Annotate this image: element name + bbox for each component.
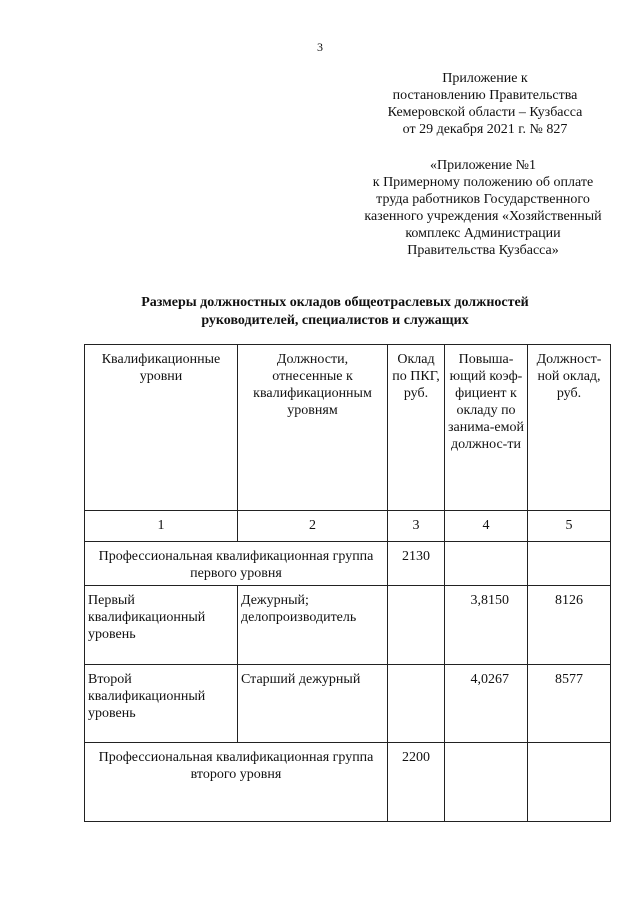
official-salary: 8577 [528,665,611,743]
appendix-1-reference [318,157,640,259]
column-number: 4 [445,511,528,542]
appendix-line: постановлению Правительства [392,88,578,103]
header-official-salary: Должност-ной оклад, руб. [528,345,611,511]
group-label: Профессиональная квалификационная группа второго уровня [85,743,388,822]
header-coefficient: Повыша-ющий коэф-фициент к окладу по занима-емой должнос-ти [445,345,528,511]
appendix-line: Приложение к [442,71,528,86]
empty-cell [528,542,611,586]
column-number-row [85,511,611,542]
title-line: руководителей, специалистов и служащих [201,313,469,328]
column-number: 5 [528,511,611,542]
group-label: Профессиональная квалификационная группа первого уровня [85,542,388,586]
appendix-line: казенного учреждения «Хозяйственный [364,209,602,224]
group-row-first-level [85,542,611,586]
empty-cell [445,542,528,586]
salary-table [84,344,611,822]
document-title [80,294,590,330]
positions: Старший дежурный [238,665,388,743]
appendix-line: Правительства Кузбасса» [407,243,559,258]
header-qualification-levels: Квалификационные уровни [85,345,238,511]
coefficient: 3,8150 [445,586,528,665]
column-number: 3 [388,511,445,542]
group-row-second-level [85,743,611,822]
appendix-line: комплекс Администрации [405,226,561,241]
appendix-line: к Примерному положению об оплате [372,175,594,190]
qualification-level: Второй квалификационный уровень [85,665,238,743]
group-base-salary: 2130 [388,542,445,586]
appendix-line: от 29 декабря 2021 г. № 827 [402,122,568,137]
appendix-line: труда работников Государственного [376,192,590,207]
coefficient: 4,0267 [445,665,528,743]
empty-cell [445,743,528,822]
table-header-row [85,345,611,511]
group-base-salary: 2200 [388,743,445,822]
empty-cell [388,586,445,665]
page-number: 3 [317,40,323,54]
empty-cell [388,665,445,743]
table-row [85,665,611,743]
appendix-line: Кемеровской области – Кузбасса [387,105,583,120]
empty-cell [528,743,611,822]
title-line: Размеры должностных окладов общеотраслевых должностей [141,295,529,310]
header-positions: Должности, отнесенные к квалификационным уровням [238,345,388,511]
appendix-reference [340,70,630,138]
appendix-line: «Приложение №1 [430,158,536,173]
positions: Дежурный; делопроизводитель [238,586,388,665]
column-number: 1 [85,511,238,542]
table-row [85,586,611,665]
header-base-salary: Оклад по ПКГ, руб. [388,345,445,511]
qualification-level: Первый квалификационный уровень [85,586,238,665]
official-salary: 8126 [528,586,611,665]
column-number: 2 [238,511,388,542]
